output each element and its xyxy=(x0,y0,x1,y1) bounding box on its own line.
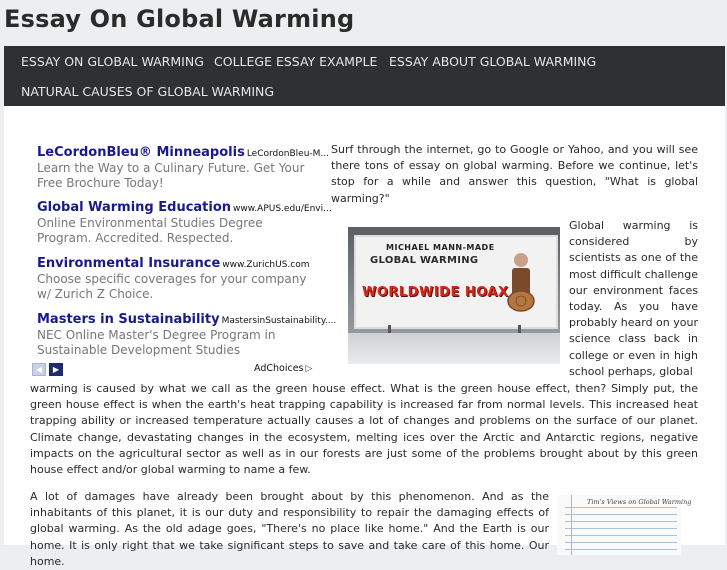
article-paragraph: Surf through the internet, go to Google or Yahoo, and you will see there tons of essay on global warming. Before we continue, let's stop for a while and answer this question, "What is global warming?" xyxy=(331,143,698,205)
chevron-right-icon[interactable]: ▶ xyxy=(49,363,63,376)
billboard-sign xyxy=(354,235,558,329)
ad-description[interactable]: Online Environmental Studies Degree Program. Accredited. Respected. xyxy=(37,216,263,245)
billboard-line: WORLDWIDE HOAX xyxy=(362,285,509,300)
notebook-rule xyxy=(565,514,677,515)
article-paragraph: Global warming is considered by scientists as one of the most difficult challenge our environment faces today. As you have probably heard on your science class back in college or even in high school perhaps, global xyxy=(569,219,698,378)
chevron-left-icon[interactable]: ◀ xyxy=(32,363,46,376)
ad-url-link[interactable]: www.APUS.edu/Envi... xyxy=(233,204,332,214)
person-figure-icon xyxy=(506,251,536,313)
ad-description[interactable]: Learn the Way to a Culinary Future. Get Your Free Brochure Today! xyxy=(37,161,305,190)
main-nav xyxy=(4,46,725,106)
content-area xyxy=(4,106,725,568)
ad-title-link[interactable]: Masters in Sustainability xyxy=(37,312,220,327)
notebook-margin xyxy=(571,495,572,555)
notebook-image xyxy=(557,495,692,555)
ad-url-link[interactable]: www.ZurichUS.com xyxy=(222,260,310,270)
adchoices-link[interactable] xyxy=(254,363,312,374)
adchoices-triangle-icon: ▷ xyxy=(305,364,313,374)
nav-item-essay-about-global-warming[interactable]: ESSAY ABOUT GLOBAL WARMING xyxy=(389,54,597,69)
ad-title-link[interactable]: Global Warming Education xyxy=(37,200,232,215)
ad-title-link[interactable]: LeCordonBleu® Minneapolis xyxy=(37,145,245,160)
notebook-rule xyxy=(565,521,677,522)
site-header xyxy=(0,0,727,46)
ad-description[interactable]: NEC Online Master's Degree Program in Sustainable Development Studies xyxy=(37,328,276,357)
ad-title-link[interactable]: Environmental Insurance xyxy=(37,256,221,271)
notebook-rule xyxy=(565,528,677,529)
article-paragraph: A lot of damages have already been brought about by this phenomenon. And as the inhabitants of this planet, it is our duty and responsibility to repair the damaging effects of global warming. As the old adage goes, "There's no place like home." And the Earth is our home. It is only right that we take significant steps to save and take care of this home. Our home. xyxy=(30,490,549,568)
billboard-image xyxy=(348,227,560,364)
article-paragraph: warming is caused by what we call as the green house effect. What is the green house effect, then? Simply put, the green house effect is when the earth's heat trapping capability is increased far from normal levels. This increased heat trapping ability or increased temperature actually causes a lot of changes and problems on the surface of our planet. Climate change, devastating changes in the ecosystem, melting ices over the Arctic and Antarctic regions, negative impacts on the agricultural sector as well as in our forests are just some of the problems brought about by this green house effect and/or global warming to name a few. xyxy=(30,382,698,477)
nav-item-essay-on-global-warming[interactable]: ESSAY ON GLOBAL WARMING xyxy=(21,54,204,69)
adchoices-label: AdChoices xyxy=(254,363,304,374)
ad-unit xyxy=(37,196,332,246)
notebook-rule xyxy=(565,549,677,550)
site-title[interactable]: Essay On Global Warming xyxy=(4,5,355,33)
billboard-line: MICHAEL MANN-MADE xyxy=(386,243,495,252)
ad-url-link[interactable]: MastersinSustainability.... xyxy=(221,316,337,326)
ad-unit xyxy=(37,141,329,191)
notebook-rule xyxy=(565,507,677,508)
ad-url-link[interactable]: LeCordonBleu-M... xyxy=(246,149,329,159)
ad-description[interactable]: Choose specific coverages for your company w/ Zurich Z Choice. xyxy=(37,272,307,301)
billboard-line: GLOBAL WARMING xyxy=(370,255,479,266)
notebook-title: Tim's Views on Global Warming xyxy=(587,498,692,506)
ad-pager xyxy=(32,363,63,382)
snow-ground xyxy=(348,333,560,364)
notebook-rule xyxy=(565,542,677,543)
nav-item-college-essay-example[interactable]: COLLEGE ESSAY EXAMPLE xyxy=(214,54,378,69)
nav-item-natural-causes[interactable]: NATURAL CAUSES OF GLOBAL WARMING xyxy=(21,84,275,99)
ad-unit xyxy=(37,308,337,358)
notebook-rule xyxy=(565,535,677,536)
ad-unit xyxy=(37,252,317,302)
